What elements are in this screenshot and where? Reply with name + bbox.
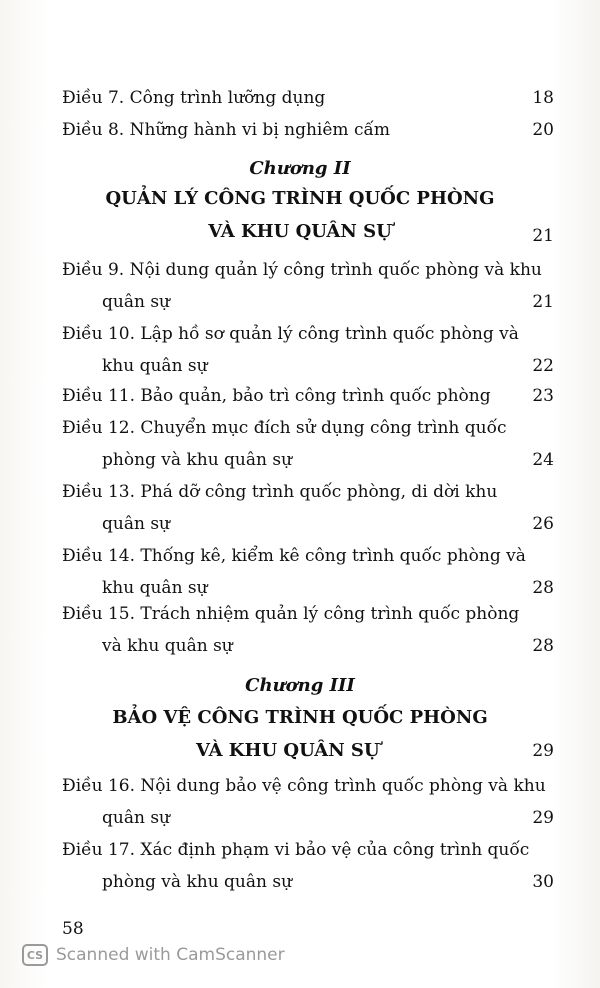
toc-entry-title: Điều 13. Phá dỡ công trình quốc phòng, di dời khu [62,482,498,502]
chapter-page: 21 [532,226,554,246]
toc-entry-page: 21 [532,292,554,312]
camscanner-logo-icon: CS [22,944,48,966]
toc-entry-title-cont: khu quân sự [102,578,208,598]
toc-entry-title: Điều 15. Trách nhiệm quản lý công trình quốc phòng [62,604,520,624]
chapter-title-line2: VÀ KHU QUÂN SỰ [208,221,392,242]
toc-entry-title-cont: quân sự [102,514,170,534]
toc-entry-title-cont: khu quân sự [102,356,208,376]
toc-entry-title: Điều 7. Công trình lưỡng dụng [62,88,326,108]
toc-entry-title: Điều 11. Bảo quản, bảo trì công trình quốc phòng [62,386,491,406]
toc-entry-title: Điều 8. Những hành vi bị nghiêm cấm [62,120,391,140]
toc-entry-page: 30 [532,872,554,892]
toc-entry-page: 18 [532,88,554,108]
chapter-page: 29 [532,741,554,761]
toc-entry-page: 24 [532,450,554,470]
watermark-text: Scanned with CamScanner [56,945,285,965]
toc-entry-page: 22 [532,356,554,376]
toc-entry-page: 20 [532,120,554,140]
chapter-label: Chương III [245,675,355,696]
toc-entry-title: Điều 17. Xác định phạm vi bảo vệ của công trình quốc [62,840,530,860]
chapter-title-line1: QUẢN LÝ CÔNG TRÌNH QUỐC PHÒNG [105,188,495,209]
toc-entry-title: Điều 16. Nội dung bảo vệ công trình quốc phòng và khu [62,776,546,796]
toc-entry-title: Điều 12. Chuyển mục đích sử dụng công trình quốc [62,418,507,438]
toc-entry-title: Điều 10. Lập hồ sơ quản lý công trình quốc phòng và [62,324,519,344]
toc-entry-page: 23 [532,386,554,406]
toc-entry-title: Điều 9. Nội dung quản lý công trình quốc phòng và khu [62,260,542,280]
toc-entry-page: 26 [532,514,554,534]
chapter-label: Chương II [249,158,351,179]
toc-entry-title-cont: quân sự [102,808,170,828]
chapter-title-line1: BẢO VỆ CÔNG TRÌNH QUỐC PHÒNG [112,707,488,728]
toc-entry-title-cont: phòng và khu quân sự [102,872,293,892]
toc-entry-title-cont: quân sự [102,292,170,312]
toc-entry-title-cont: và khu quân sự [102,636,233,656]
toc-entry-title: Điều 14. Thống kê, kiểm kê công trình quốc phòng và [62,546,526,566]
page-number: 58 [62,919,84,939]
scanner-watermark [22,942,285,968]
toc-entry-page: 29 [532,808,554,828]
toc-entry-page: 28 [532,578,554,598]
chapter-title-line2: VÀ KHU QUÂN SỰ [196,740,380,761]
toc-entry-title-cont: phòng và khu quân sự [102,450,293,470]
toc-entry-page: 28 [532,636,554,656]
